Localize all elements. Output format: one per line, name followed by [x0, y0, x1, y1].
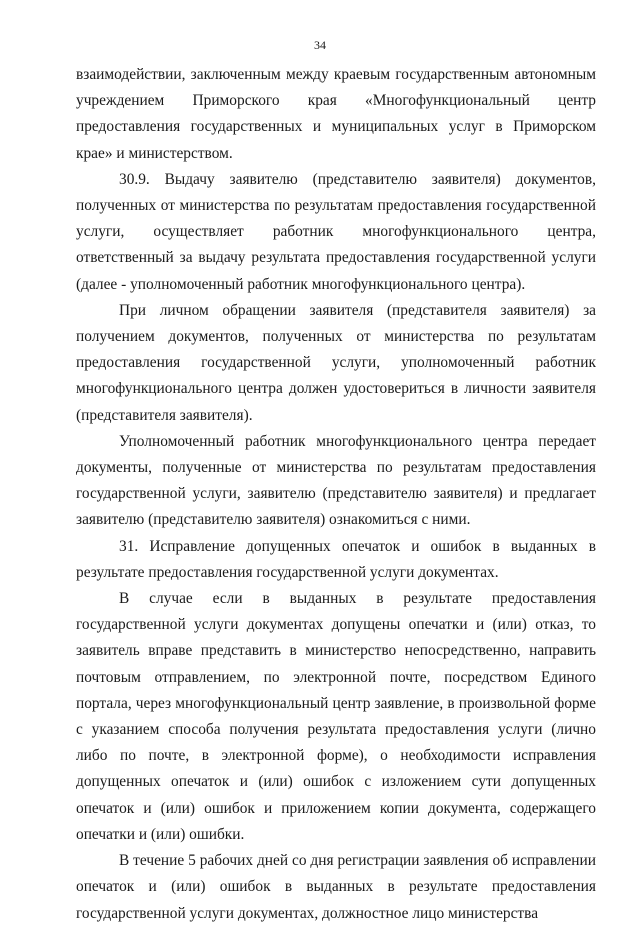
paragraph-correction-request: В случае если в выданных в результате предоставления государственной услуги документах допущены опечатки и (или) отказ, то заявитель вправе представить в министерство непосредственно, направить почтовым отправлением, по электронной почте, посредством Единого портала, через многофункциональный центр заявление, в произвольной форме с указанием способа получения результата предоставления услуги (лично либо по почте, в электронной форме), о необходимости исправления допущенных опечаток и (или) ошибок с изложением сути допущенных опечаток и (или) ошибок и приложением копии документа, содержащего опечатки и (или) ошибки. — [76, 590, 596, 843]
paragraph-30-9: 30.9. Выдачу заявителю (представителю заявителя) документов, полученных от министерства по результатам предоставления государственной услуги, осуществляет работник многофункционального центра, ответственный за выдачу результата предоставления государственной услуги (далее - уполномоченный работник многофункционального центра). — [76, 170, 596, 293]
paragraph-continuation: взаимодействии, заключенным между краевым государственным автономным учреждением Приморского края «Многофункциональный центр предоставления государственных и муниципальных услуг в Приморском крае» и министерством. — [76, 66, 596, 162]
paragraph-personal-visit: При личном обращении заявителя (представителя заявителя) за получением документов, полученных от министерства по результатам предоставления государственной услуги, уполномоченный работник многофункционального центра должен удостовериться в личности заявителя (представителя заявителя). — [76, 301, 596, 424]
paragraph-handover: Уполномоченный работник многофункционального центра передает документы, полученные от министерства по результатам предоставления государственной услуги, заявителю (представителю заявителя) и предлагает заявителю (представителю заявителя) ознакомиться с ними. — [76, 432, 596, 529]
page-number: 34 — [314, 38, 326, 52]
paragraph-31-heading: 31. Исправление допущенных опечаток и ошибок в выданных в результате предоставления государственной услуги документах. — [76, 537, 596, 581]
paragraph-five-days: В течение 5 рабочих дней со дня регистрации заявления об исправлении опечаток и (или) ошибок в выданных в результате предоставления государственной услуги документах, должностное лицо министерства — [76, 852, 596, 922]
document-body — [76, 62, 596, 927]
